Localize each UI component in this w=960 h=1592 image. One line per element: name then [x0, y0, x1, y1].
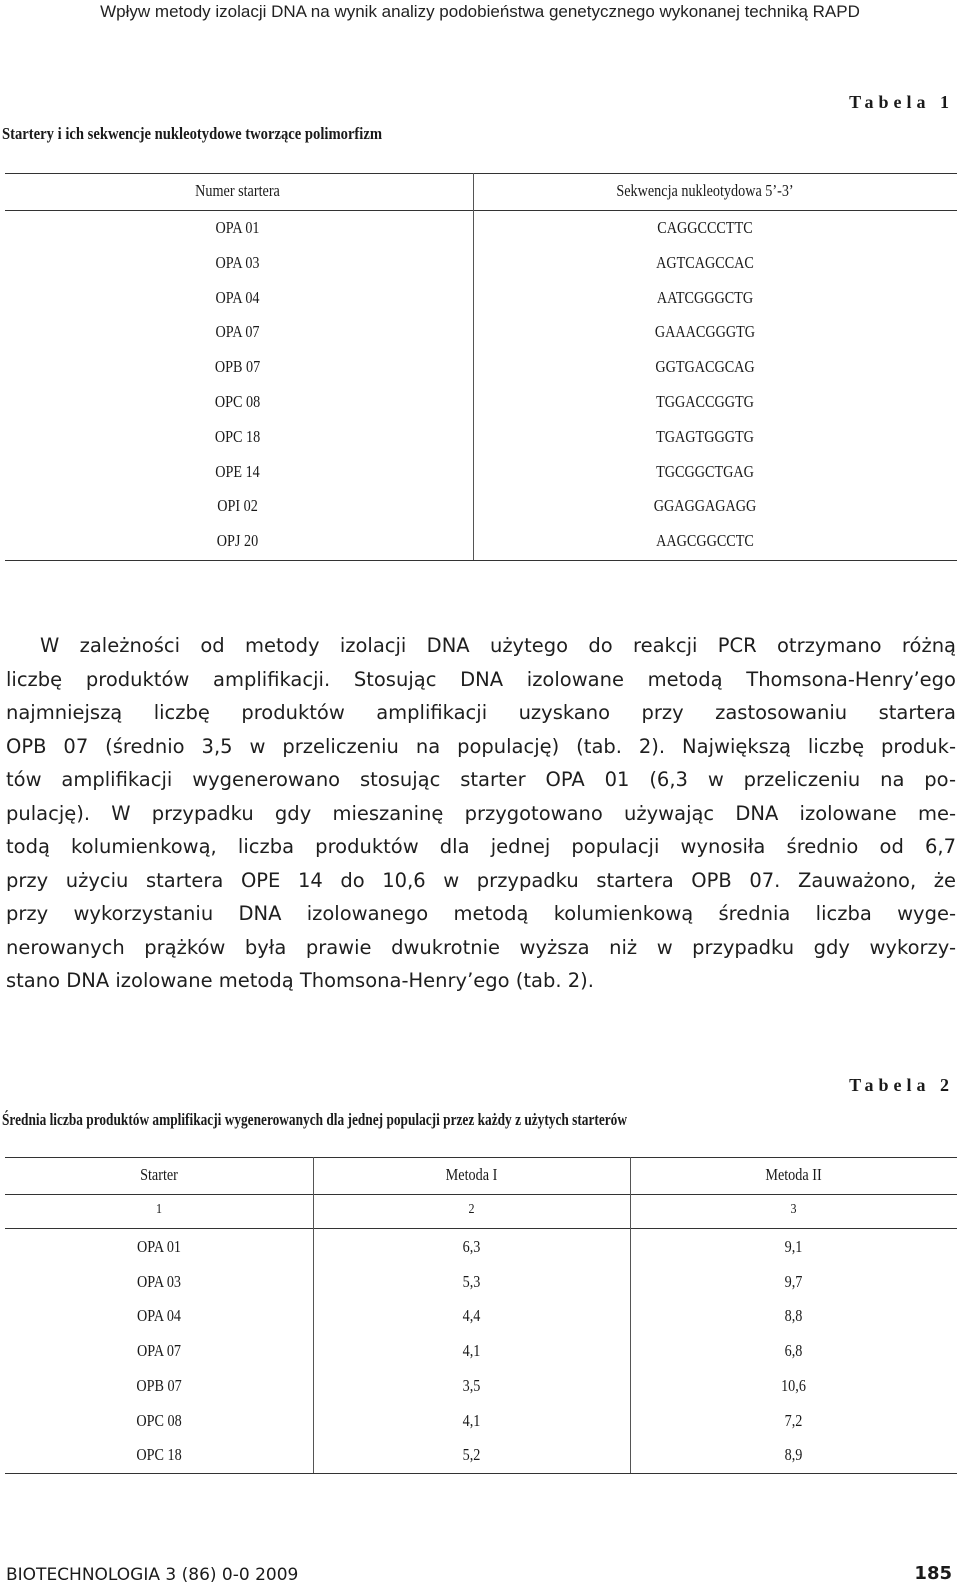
table2-bottom-rule [5, 1473, 957, 1474]
table1-column-divider [473, 173, 474, 560]
table1-cell-starter: OPA 01 [215, 218, 260, 237]
table1-cell-sequence: TGAGTGGGTG [656, 427, 754, 446]
body-line: OPB 07 (średnio 3,5 w przeliczeniu na populację) (tab. 2). Największą liczbę produk- [6, 734, 956, 758]
table1-header-rule [5, 210, 957, 211]
table2-cell-starter: OPA 01 [136, 1237, 182, 1256]
table1-cell-sequence: CAGGCCCTTC [657, 218, 753, 237]
table2-header-method-2: Metoda II [765, 1165, 822, 1184]
table1-cell-starter: OPA 07 [215, 322, 260, 341]
table2-number-rule [5, 1228, 957, 1229]
table2-cell-method-1: 4,4 [462, 1306, 481, 1325]
table1-caption: Startery i ich sekwencje nukleotydowe tworzące polimorfizm [2, 124, 383, 143]
table1-cell-sequence: AGTCAGCCAC [656, 253, 754, 272]
body-line: przy użyciu startera OPE 14 do 10,6 w przypadku startera OPB 07. Zauważono, że [6, 868, 956, 892]
table2-label: Tabela 2 [849, 1075, 954, 1095]
table2-caption: Średnia liczba produktów amplifikacji wygenerowanych dla jednej populacji przez każdy z użytych starterów [2, 1110, 627, 1129]
body-line: najmniejszą liczbę produktów amplifikacji uzyskano przy zastosowaniu startera [6, 701, 956, 724]
table2-cell-method-2: 8,8 [784, 1306, 803, 1325]
table2-cell-method-1: 4,1 [462, 1341, 481, 1360]
footer-page-number: 185 [914, 1563, 952, 1584]
table1-cell-sequence: TGGACCGGTG [656, 392, 754, 411]
table2-header-starter: Starter [140, 1165, 178, 1184]
body-paragraph [6, 629, 956, 998]
table2-column-number-2: 2 [468, 1202, 475, 1217]
table2-cell-starter: OPC 08 [136, 1411, 182, 1430]
body-line: pulację). W przypadku gdy mieszaninę przygotowano używając DNA izolowane me- [6, 801, 956, 825]
body-line: liczbę produktów amplifikacji. Stosując DNA izolowane metodą Thomsona-Henry’ego [6, 667, 956, 691]
table2-cell-starter: OPC 18 [136, 1445, 182, 1464]
table1-label: Tabela 1 [849, 92, 954, 112]
table2-cell-method-1: 5,2 [462, 1445, 481, 1464]
table1-cell-starter: OPC 18 [214, 427, 261, 446]
table2-column-divider-2 [630, 1157, 631, 1473]
footer-journal-info: BIOTECHNOLOGIA 3 (86) 0-0 2009 [6, 1565, 299, 1585]
table2-column-number-1: 1 [155, 1202, 163, 1217]
table2-cell-starter: OPA 03 [136, 1272, 182, 1291]
table2-cell-method-2: 8,9 [784, 1445, 803, 1464]
table1-cell-sequence: AAGCGGCCTC [656, 531, 754, 550]
table2-cell-method-2: 7,2 [784, 1411, 803, 1430]
table1-cell-sequence: GAAACGGGTG [654, 322, 756, 341]
table2-header-method-1: Metoda I [445, 1165, 498, 1184]
table1-cell-starter: OPA 04 [215, 288, 260, 307]
table2-cell-method-2: 9,1 [784, 1237, 803, 1256]
body-line: stano DNA izolowane metodą Thomsona-Henry’ego (tab. 2). [6, 969, 594, 992]
table1-top-rule [5, 173, 957, 174]
table2-cell-method-1: 3,5 [462, 1376, 481, 1395]
table2-cell-method-1: 6,3 [462, 1237, 481, 1256]
table1-cell-sequence: GGAGGAGAGG [653, 496, 757, 515]
table2-cell-method-1: 5,3 [462, 1272, 481, 1291]
table1-cell-sequence: GGTGACGCAG [655, 357, 755, 376]
table2-cell-method-2: 9,7 [784, 1272, 803, 1291]
table1-cell-starter: OPI 02 [217, 496, 258, 515]
table2-cell-method-1: 4,1 [462, 1411, 481, 1430]
table2-cell-method-2: 6,8 [784, 1341, 803, 1360]
table2-header-rule [5, 1194, 957, 1195]
table2-cell-starter: OPA 07 [136, 1341, 182, 1360]
table1-cell-sequence: TGCGGCTGAG [656, 462, 754, 481]
table1-cell-starter: OPB 07 [214, 357, 261, 376]
table1-cell-starter: OPE 14 [215, 462, 260, 481]
table1-header-starter-number: Numer startera [195, 181, 280, 200]
table1-cell-starter: OPJ 20 [216, 531, 259, 550]
table2-cell-starter: OPA 04 [136, 1306, 182, 1325]
body-line: W zależności od metody izolacji DNA użytego do reakcji PCR otrzymano różną [40, 634, 956, 657]
table2-cell-method-2: 10,6 [781, 1376, 806, 1395]
table1-bottom-rule [5, 560, 957, 561]
body-line: nerowanych prążków była prawie dwukrotnie wyższa niż w przypadku gdy wykorzy- [6, 935, 956, 959]
table1-cell-starter: OPC 08 [214, 392, 261, 411]
table2-top-rule [5, 1157, 957, 1158]
body-line: przy wykorzystaniu DNA izolowanego metodą kolumienkową średnia liczba wyge- [6, 902, 956, 925]
table1-cell-sequence: AATCGGGCTG [656, 288, 754, 307]
table2-cell-starter: OPB 07 [136, 1376, 182, 1395]
body-line: todą kolumienkową, liczba produktów dla jednej populacji wynosiła średnio od 6,7 [6, 835, 956, 858]
body-line: tów amplifikacji wygenerowano stosując starter OPA 01 (6,3 w przeliczeniu na po- [6, 768, 956, 791]
running-header: Wpływ metody izolacji DNA na wynik analizy podobieństwa genetycznego wykonanej techniką RAPD [100, 2, 860, 21]
table1-cell-starter: OPA 03 [215, 253, 260, 272]
table2-column-number-3: 3 [790, 1202, 797, 1217]
table1-header-sequence: Sekwencja nukleotydowa 5’-3’ [616, 181, 794, 200]
table2-column-divider-1 [313, 1157, 314, 1473]
